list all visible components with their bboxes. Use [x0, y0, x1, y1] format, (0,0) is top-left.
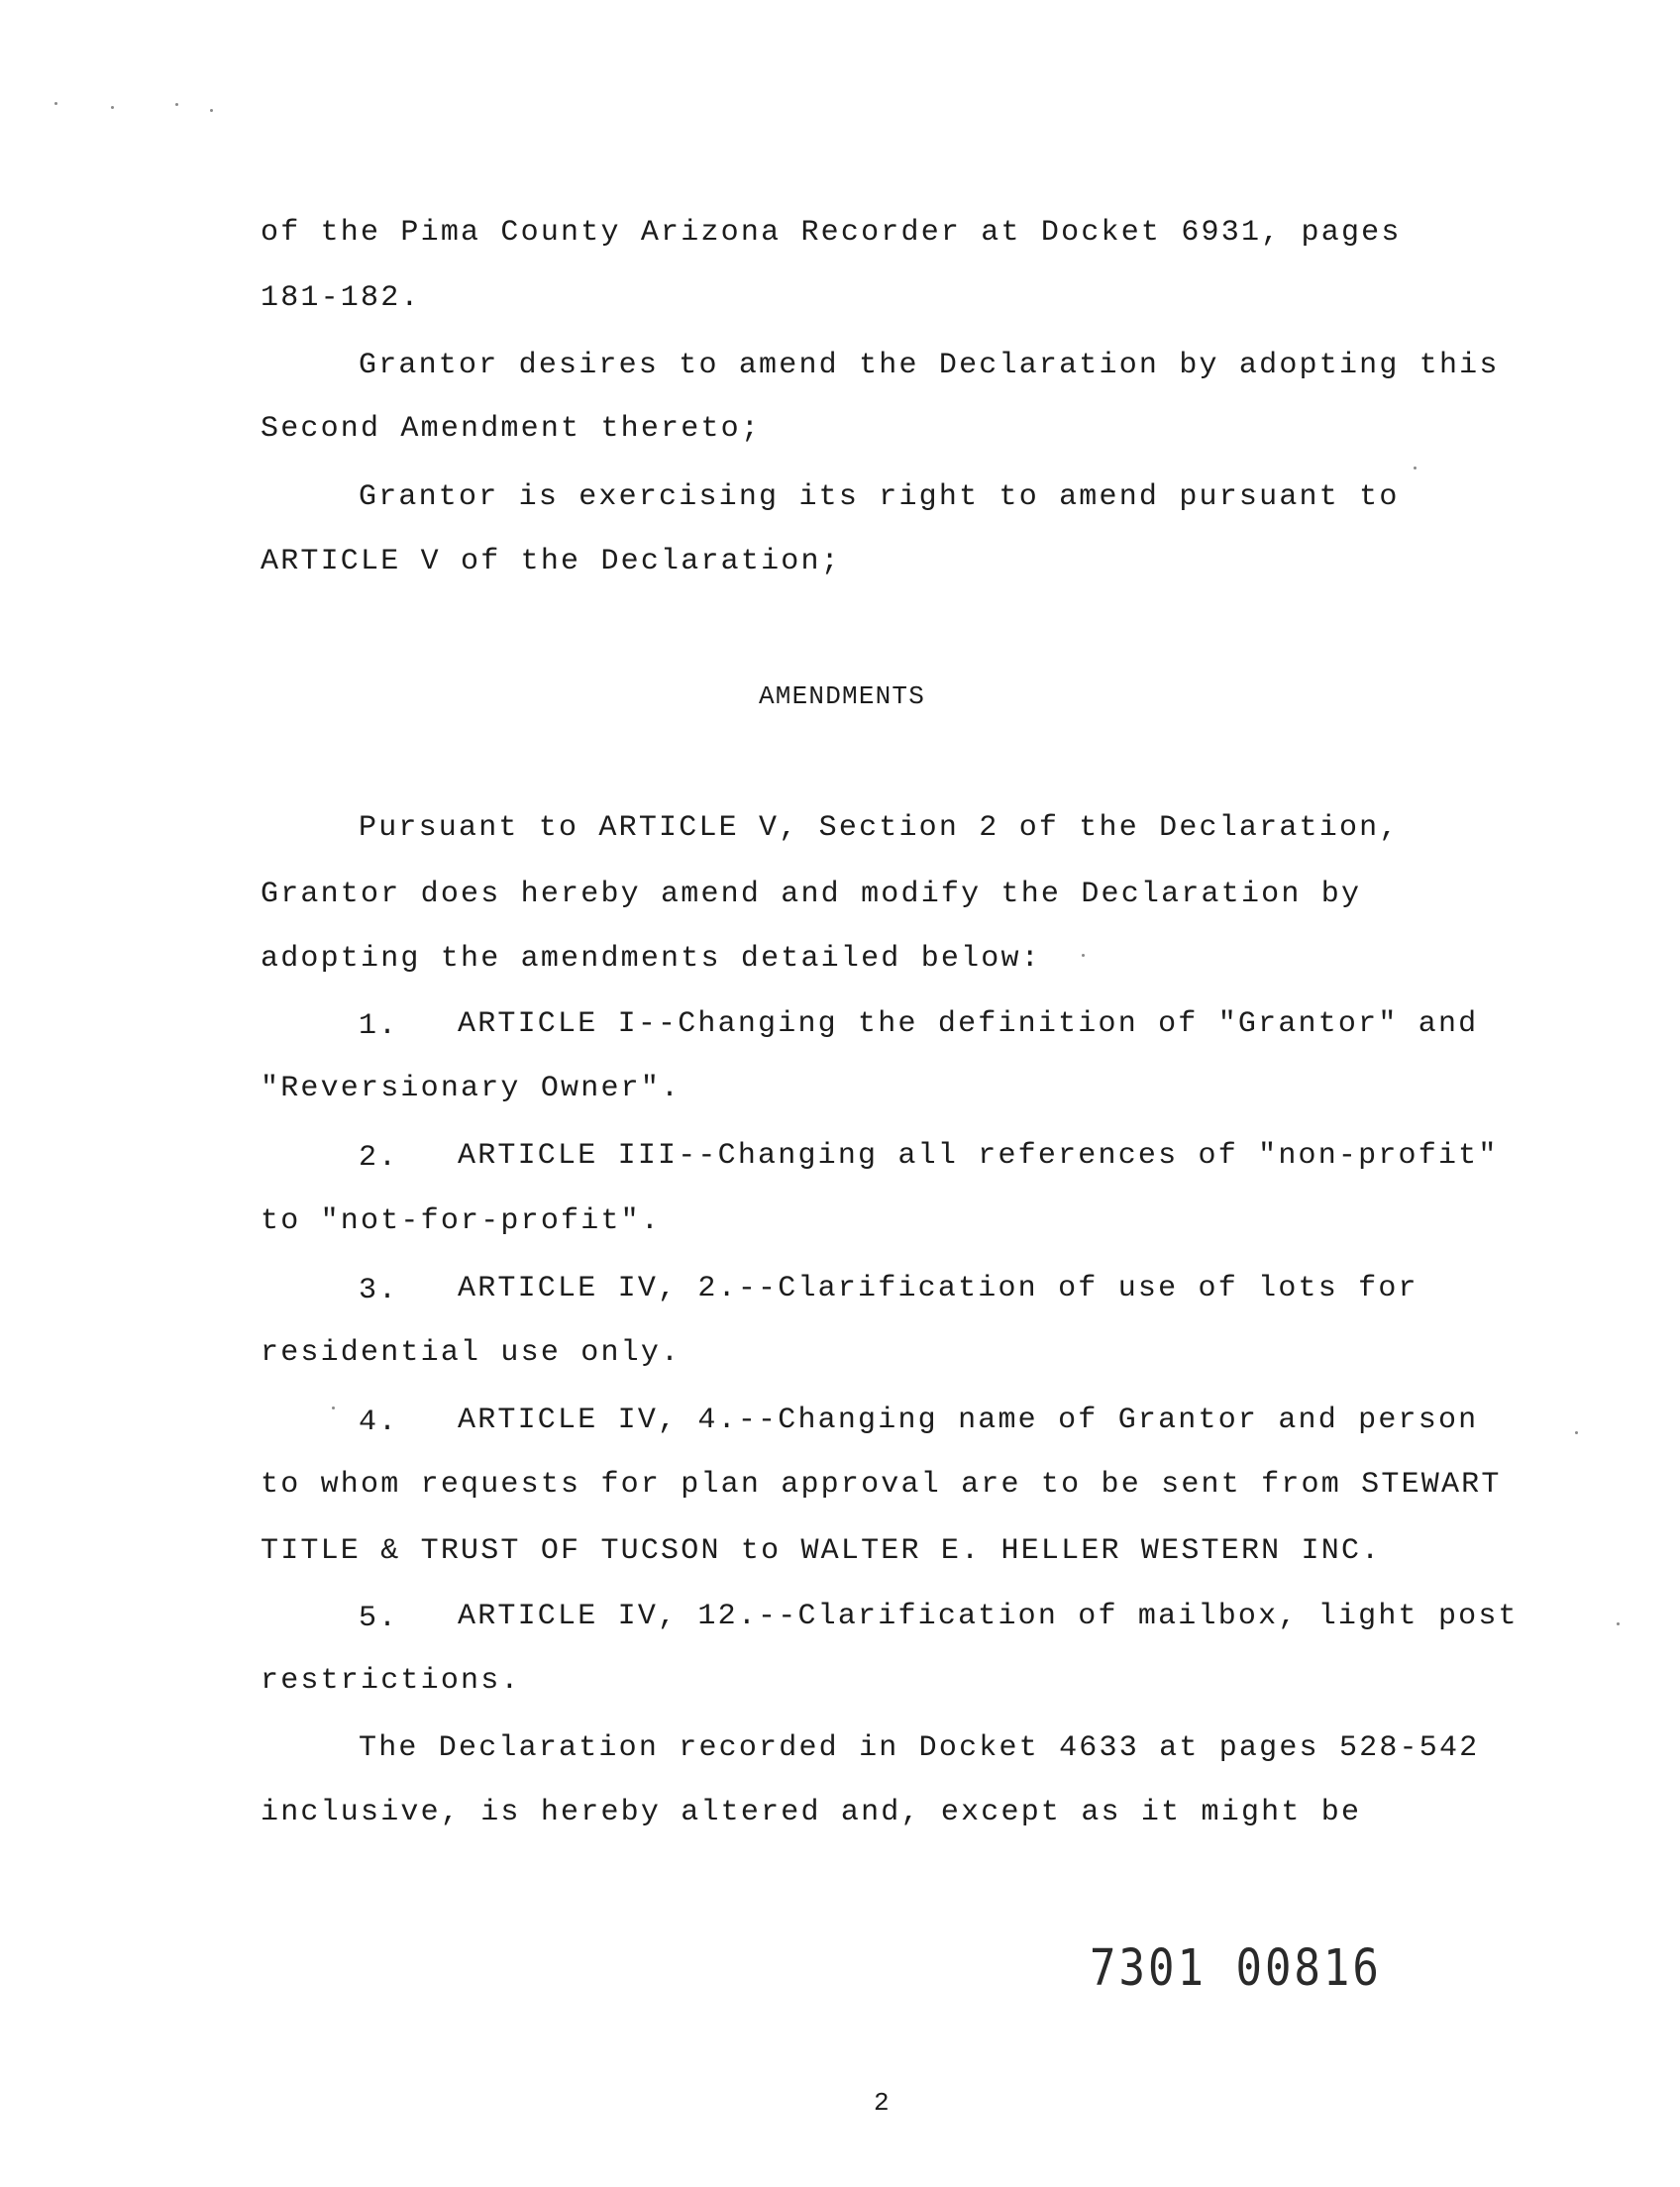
- scan-speck: [54, 102, 57, 105]
- item-text: ARTICLE I--Changing the definition of "Grantor" and: [458, 1007, 1479, 1041]
- page-number: 2: [874, 2088, 890, 2118]
- item-text: "Reversionary Owner".: [261, 1072, 682, 1105]
- text-line: Grantor is exercising its right to amend pursuant to: [359, 480, 1400, 514]
- item-text: restrictions.: [261, 1664, 521, 1698]
- item-number: 5.: [359, 1602, 399, 1635]
- intro-line: Grantor does hereby amend and modify the Declaration by: [261, 878, 1362, 911]
- closing-line: inclusive, is hereby altered and, except as it might be: [261, 1796, 1362, 1829]
- scan-speck: [175, 103, 178, 106]
- text-line: ARTICLE V of the Declaration;: [261, 545, 841, 578]
- intro-line: Pursuant to ARTICLE V, Section 2 of the Declaration,: [359, 811, 1400, 845]
- item-text: to "not-for-profit".: [261, 1204, 662, 1238]
- text-line: 181-182.: [261, 281, 421, 315]
- scan-speck: [1082, 954, 1085, 957]
- text-line: Second Amendment thereto;: [261, 412, 762, 446]
- scan-speck: [332, 1406, 335, 1409]
- intro-line: adopting the amendments detailed below:: [261, 942, 1041, 976]
- scan-speck: [111, 106, 114, 109]
- docket-stamp: 7301 00816: [1090, 1939, 1382, 1998]
- scan-speck: [210, 109, 213, 112]
- scan-speck: [1575, 1431, 1578, 1434]
- text-line: Grantor desires to amend the Declaration by adopting this: [359, 349, 1500, 382]
- item-text: to whom requests for plan approval are to be sent from STEWART: [261, 1468, 1502, 1502]
- item-text: ARTICLE IV, 12.--Clarification of mailbox, light post: [458, 1600, 1519, 1633]
- item-text: residential use only.: [261, 1336, 682, 1370]
- item-text: ARTICLE III--Changing all references of "non-profit": [458, 1139, 1499, 1173]
- item-text: ARTICLE IV, 2.--Clarification of use of lots for: [458, 1272, 1418, 1305]
- item-text: TITLE & TRUST OF TUCSON to WALTER E. HELLER WESTERN INC.: [261, 1534, 1382, 1568]
- closing-line: The Declaration recorded in Docket 4633 at pages 528-542: [359, 1731, 1480, 1765]
- item-number: 3.: [359, 1274, 399, 1307]
- item-number: 2.: [359, 1141, 399, 1175]
- scan-speck: [1414, 467, 1417, 469]
- text-line: of the Pima County Arizona Recorder at Docket 6931, pages: [261, 216, 1402, 250]
- section-heading: AMENDMENTS: [759, 681, 926, 711]
- item-number: 1.: [359, 1009, 399, 1043]
- item-number: 4.: [359, 1406, 399, 1439]
- scan-speck: [1617, 1622, 1620, 1625]
- item-text: ARTICLE IV, 4.--Changing name of Grantor and person: [458, 1404, 1479, 1437]
